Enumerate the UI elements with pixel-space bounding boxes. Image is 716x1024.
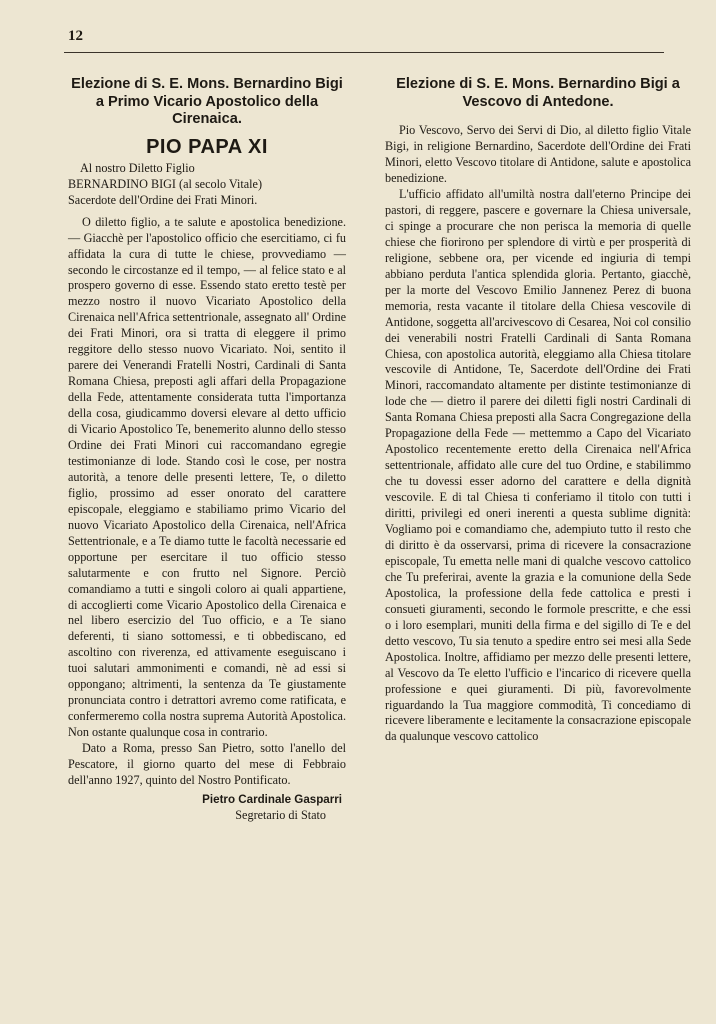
left-body-paragraph: O diletto figlio, a te salute e apostolica benedizione. — Giacchè per l'apostolico officio che esercitiamo, ci fu affidata la cura di tutte le chiese, provvediamo — secondo le circostanze ed il tempo, — al felice stato e al prospero governo di esse. Essendo stato eretto testè per mezzo nostro il nuovo Vicariato Apostolico della Cirenaica nell'Africa settentrionale, assegnato all' Ordine dei Frati Minori, ora si tratta di eleggere il primo reggitore dello stesso nuovo Vicariato. Noi, sentito il parere dei Venerandi Fratelli Nostri, Cardinali di Santa Romana Chiesa, preposti agli affari della Propagazione della Fede, attentamente considerata tutta l'importanza della cosa, giudicammo doversi elevare al detto ufficio di Vicario Apostolico Te, benemerito alunno dello stesso Ordine dei Frati Minori cui raccomandano egregie testimonianze di lode. Stando così le cose, per nostra autorità, a tenore delle presenti lettere, Te, o diletto figlio, prossimo ad esser onorato del carattere episcopale, eleggiamo e stabiliamo primo Vicario del nuovo Vicariato Apostolico della Cirenaica, nell'Africa Settentrionale, e a Te diamo tutte le facoltà necessarie ed opportune per esercitare il tuo officio stesso salutarmente e con frutto nel Signore. Perciò comandiamo a tutti e singoli coloro ai quali appartiene, di accoglierti come Vicario Apostolico della Cirenaica e nel libero esercizio del Tuo officio, e a Te siano deferenti, ti siano sottomessi, e ti obbediscano, ed ascoltino con riverenza, ed attivamente eseguiscano i tuoi salutari ammonimenti e comandi, nè ad essi si oppongano; altrimenti, la sentenza da Te giustamente pronunciata contro i detrattori avremo come ratificata, e confermeremo colla nostra suprema Autorità Apostolica. Non ostante qualunque cosa in contrario. (68, 214, 346, 740)
right-paragraph-1: Pio Vescovo, Servo dei Servi di Dio, al diletto figlio Vitale Bigi, in religione Bernardino, Sacerdote dell'Ordine dei Frati Minori, eletto Vescovo titolare di Antidone, salute e apostolica benedizione. (385, 123, 691, 186)
right-article-title: Elezione di S. E. Mons. Bernardino Bigi a Vescovo di Antedone. (396, 76, 680, 110)
right-paragraph-2: L'ufficio affidato all'umiltà nostra dall'eterno Principe dei pastori, di reggere, pascere e governare la Chiesa universale, ci spinge a procurare che non perisca la memoria di quelle chiese che fiorirono per splendore di virtù e per prosperità di religione, sebbene ora, per vicende ed ingiuria di tempi abbiano perduta l'antica splendida gloria. Pertanto, giacchè, per la morte del Vescovo Emilio Jannenez Perez di buona memoria, resta vacante il titolare della Chiesa vescovile di Antidone, soggetta all'arcivescovo di Cesarea, Noi col consilio dei venerabili nostri Fratelli Cardinali di Santa Romana Chiesa, con apostolica autorità, eleggiamo alla Chiesa titolare vescovile di Antidone, Te, Sacerdote dell'Ordine dei Frati Minori, raccomandato altamente per distinte testimonianze di lode che — dietro il parere dei diletti figli nostri Cardinali di Santa Romana Chiesa preposti alla Sacra Congregazione della Propagazione della Fede — mettemmo a Capo del Vicariato Apostolico recentemente eretto della Cirenaica nell'Africa settentrionale, affidato alle cure del tuo Ordine, e stabilimmo che tu dovessi esser adorno del carattere e della dignità vescovile. E di tal Chiesa ti conferiamo il titolo con tutti i diritti, privilegi ed oneri inerenti a questa sublime dignità: Vogliamo poi e comandiamo che, adempiuto tutto il resto che di diritto è da osservarsi, prima di ricevere la consacrazione episcopale, Tu emetta nelle mani di qualche vescovo cattolico che Tu preferirai, avente la grazia e la comunione della Sede Apostolica, la professione della fede cattolica e presti i consueti giuramenti, secondo le formole prescritte, e che essi o i loro esemplari, muniti della firma e del sigillo di Te e del detto vescovo, Tu sia tenuto a spedire entro sei mesi alla Sede Apostolica. Inoltre, affidiamo per mezzo delle presenti lettere, al Vescovo da Te eletto l'ufficio e l'incarico di ricevere quella professione e quei giuramenti. Di più, favorevolmente riguardando la Tua maggiore commodità, Ti concediamo di ricevere liberamente e lecitamente la consacrazione episcopale da qualunque vescovo cattolico (385, 187, 691, 744)
right-body (385, 123, 691, 745)
header-rule (64, 52, 664, 53)
left-body (68, 215, 346, 789)
address-line-3: Sacerdote dell'Ordine dei Frati Minori. (68, 192, 258, 207)
signature-name: Pietro Cardinale Gasparri (202, 792, 342, 806)
page-number: 12 (68, 28, 83, 44)
address-line-1: Al nostro Diletto Figlio (80, 160, 195, 175)
left-article-title: Elezione di S. E. Mons. Bernardino Bigi a Primo Vicario Apostolico della Cirenaica. (71, 76, 343, 128)
right-column (385, 76, 691, 745)
pope-heading: PIO PAPA XI (146, 135, 268, 158)
address-line-2: BERNARDINO BIGI (al secolo Vitale) (68, 176, 263, 191)
signature-role: Segretario di Stato (235, 807, 326, 822)
closing-paragraph: Dato a Roma, presso San Pietro, sotto l'anello del Pescatore, il giorno quarto del mese di Febbraio dell'anno 1927, quinto del Nostro Pontificato. (68, 741, 346, 787)
address-block (68, 161, 346, 209)
left-column (68, 76, 346, 824)
